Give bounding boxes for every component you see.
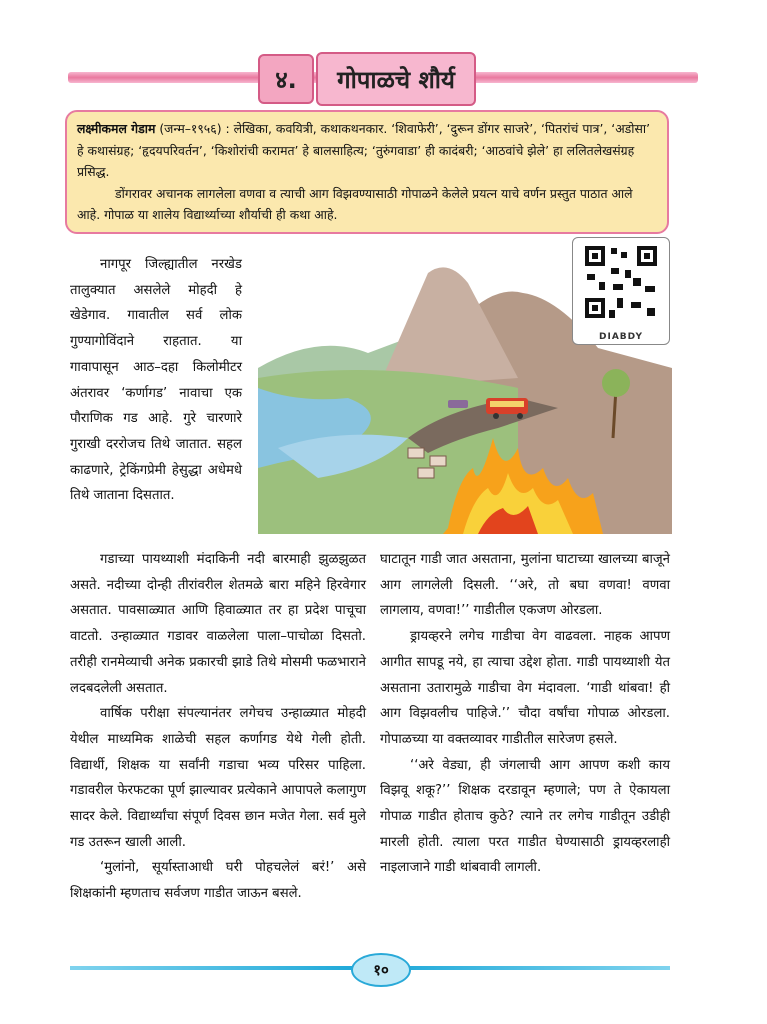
- author-name: लक्ष्मीकमल गेडाम: [77, 121, 156, 136]
- paragraph: ‘मुलांनो, सूर्यास्ताआधी घरी पोहचलेलं बरं!’ असे शिक्षकांनी म्हणताच सर्वजण गाडीत जाऊन बसले.: [70, 860, 366, 902]
- column-left-top: [70, 252, 242, 509]
- column-left-bottom: [70, 547, 366, 907]
- paragraph: ‘‘अरे वेड्या, ही जंगलाची आग आपण कशी काय विझवू शकू?’’ शिक्षक दरडावून म्हणाले; पण ते ऐकायला गोपाळ गाडीत होताच कुठे? त्याने तर लगेच गाडीतून उडीही मारली होती. त्याला परत गाडीत घेण्यासाठी ड्रायव्हरलाही नाइलाजाने गाडी थांबवावी लागली.: [380, 757, 670, 876]
- qr-code[interactable]: [572, 237, 670, 345]
- author-info: (जन्म–१९५६) : लेखिका, कवयित्री, कथाकथनकार. ‘शिवाफेरी’, ‘दुरून डोंगर साजरे’, ‘पितरांचं पात्र’, ‘अडोसा’ हे कथासंग्रह; ‘हृदयपरिवर्तन’, ‘किशोरांची करामत’ हे बालसाहित्य; ‘तुरुंगवाडा’ ही कादंबरी; ‘आठवांचे झेले’ हा ललितलेखसंग्रह प्रसिद्ध.: [77, 121, 651, 179]
- paragraph: गडाच्या पायथ्याशी मंदाकिनी नदी बारमाही झुळझुळत असते. नदीच्या दोन्ही तीरांवरील शेतमळे बारा महिने हिरवेगार असतात. पावसाळ्यात आणि हिवाळ्यात तर हा प्रदेश पाचूचा वाटतो. उन्हाळ्यात गडावर वाळलेला पाला–पाचोळा दिसतो. तरीही रानमेव्याची अनेक प्रकारची झाडे तिथे मोसमी फळभाराने लदबदलेली असतात.: [70, 552, 366, 696]
- lesson-summary: डोंगरावर अचानक लागलेला वणवा व त्याची आग विझवण्यासाठी गोपाळने केलेले प्रयत्न याचे वर्णन प्रस्तुत पाठात आले आहे. गोपाळ या शालेय विद्यार्थ्याच्या शौर्याची ही कथा आहे.: [77, 185, 633, 222]
- column-right: [380, 547, 670, 881]
- page-number: १०: [351, 953, 411, 987]
- paragraph: नागपूर जिल्ह्यातील नरखेड तालुक्यात असलेले मोहदी हे खेडेगाव. गावातील सर्व लोक गुण्यागोविंदाने राहतात. या गावापासून आठ–दहा किलोमीटर अंतरावर ‘कर्णागड’ नावाचा एक पौराणिक गड आहे. गुरे चारणारे गुराखी दररोजच तिथे जातात. सहल काढणारे, ट्रेकिंगप्रेमी हेसुद्धा अधेमधे तिथे जाताना दिसतात.: [70, 257, 242, 504]
- chapter-number: ४.: [258, 54, 314, 104]
- chapter-title: गोपाळचे शौर्य: [316, 52, 476, 106]
- qr-pattern-icon: [573, 238, 669, 328]
- paragraph: वार्षिक परीक्षा संपल्यानंतर लगेचच उन्हाळ्यात मोहदी येथील माध्यमिक शाळेची सहल कर्णागड येथे गेली होती. विद्यार्थी, शिक्षक या सर्वांनी गडाचा भव्य परिसर पाहिला. गडावरील फेरफटका पूर्ण झाल्यावर प्रत्येकाने आपापले कलागुण सादर केले. विद्यार्थ्यांचा संपूर्ण दिवस छान मजेत गेला. सर्व मुले गड उतरून खाली आली.: [70, 706, 366, 850]
- paragraph: घाटातून गाडी जात असताना, मुलांना घाटाच्या खालच्या बाजूने आग लागलेली दिसली. ‘‘अरे, तो बघा वणवा! वणवा लागलाय, वणवा!’’ गाडीतील एकजण ओरडला.: [380, 552, 670, 619]
- qr-label: DIABDY: [599, 332, 643, 342]
- author-intro-box: [65, 110, 669, 234]
- paragraph: ड्रायव्हरने लगेच गाडीचा वेग वाढवला. नाहक आपण आगीत सापडू नये, हा त्याचा उद्देश होता. गाडी पायथ्याशी येत असताना उतारामुळे गाडीचा वेग मंदावला. ‘गाडी थांबवा! ही आग विझवलीच पाहिजे.’’ चौदा वर्षांचा गोपाळ ओरडला. गोपाळच्या या वक्तव्यावर गाडीतील सारेजण हसले.: [380, 629, 670, 747]
